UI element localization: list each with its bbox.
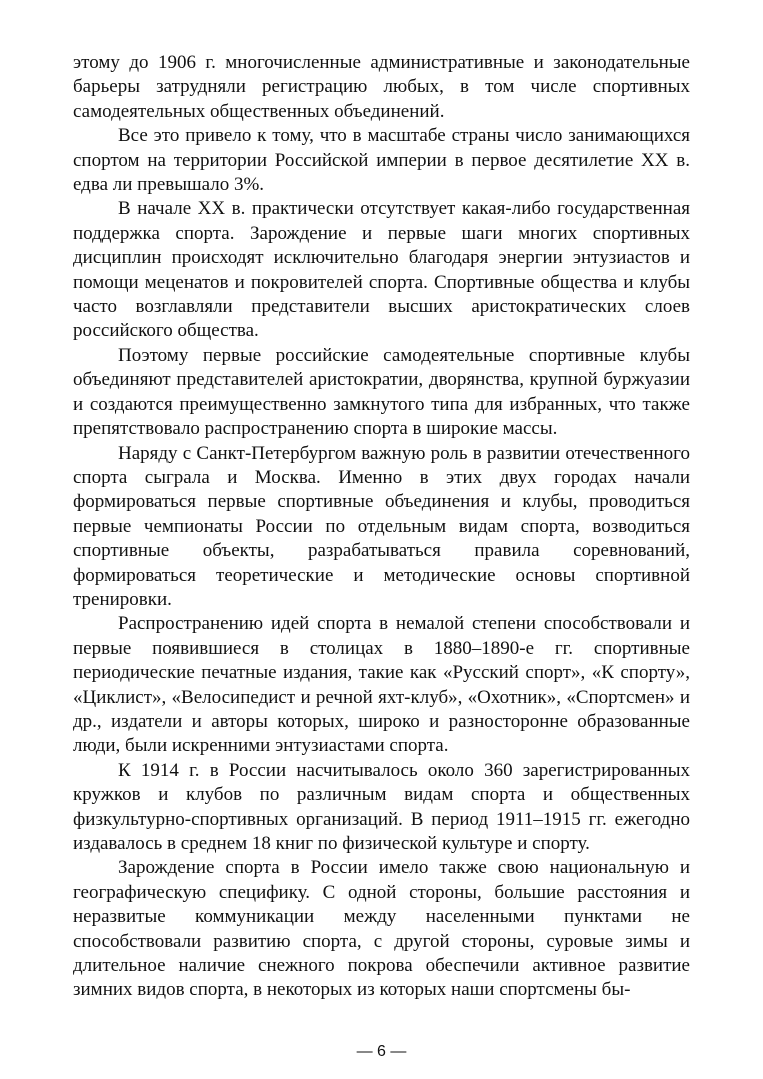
paragraph: Поэтому первые российские самодеятельные спортивные клубы объединяют представителей аристократии, дворянства, крупной буржуазии и создаются преимущественно замкнутого типа для избранных, что также препятствовало распространению спорта в широкие массы. <box>73 344 690 440</box>
paragraph: В начале XX в. практически отсутствует какая-либо государственная поддержка спорта. Зарождение и первые шаги многих спортивных дисциплин происходят исключительно благодаря энергии энтузиастов и помощи меценатов и покровителей спорта. Спортивные общества и клубы часто возглавляли представители высших аристократических слоев российского общества. <box>73 198 690 342</box>
paragraph: Распространению идей спорта в немалой степени способствовали и первые появившиеся в столицах в 1880–1890-е гг. спортивные периодические печатные издания, такие как «Русский спорт», «К спорту», «Циклист», «Велосипедист и речной яхт-клуб», «Охотник», «Спортсмен» и др., издатели и авторы которых, широко и разносторонне образованные люди, были искренними энтузиастами спорта. <box>73 613 690 757</box>
paragraph: Все это привело к тому, что в масштабе страны число занимающихся спортом на территории Российской империи в первое десятилетие XX в. едва ли превышало 3%. <box>73 125 690 196</box>
page-number: — 6 — <box>356 1043 407 1060</box>
paragraph: К 1914 г. в России насчитывалось около 360 зарегистрированных кружков и клубов по различным видам спорта и общественных физкультурно-спортивных организаций. В период 1911–1915 гг. ежегодно издавалось в среднем 18 книг по физической культуре и спорту. <box>73 759 690 854</box>
paragraph: Наряду с Санкт-Петербургом важную роль в развитии отечественного спорта сыграла и Москва. Именно в этих двух городах начали формироваться первые спортивные объединения и клубы, проводиться первые чемпионаты России по отдельным видам спорта, возводиться спортивные объекты, разрабатываться правила соревнований, формироваться теоретические и методические основы спортивной тренировки. <box>73 442 690 610</box>
page-body <box>73 51 690 1003</box>
paragraph: Зарождение спорта в России имело также свою национальную и географическую специфику. С одной стороны, большие расстояния и неразвитые коммуникации между населенными пунктами не способствовали развитию спорта, с другой стороны, суровые зимы и длительное наличие снежного покрова обеспечили активное развитие зимних видов спорта, в некоторых из которых наши спортсмены бы- <box>73 857 690 1001</box>
paragraph-continuation: этому до 1906 г. многочисленные административные и законодательные барьеры затрудняли регистрацию любых, в том числе спортивных самодеятельных общественных объединений. <box>73 52 690 122</box>
